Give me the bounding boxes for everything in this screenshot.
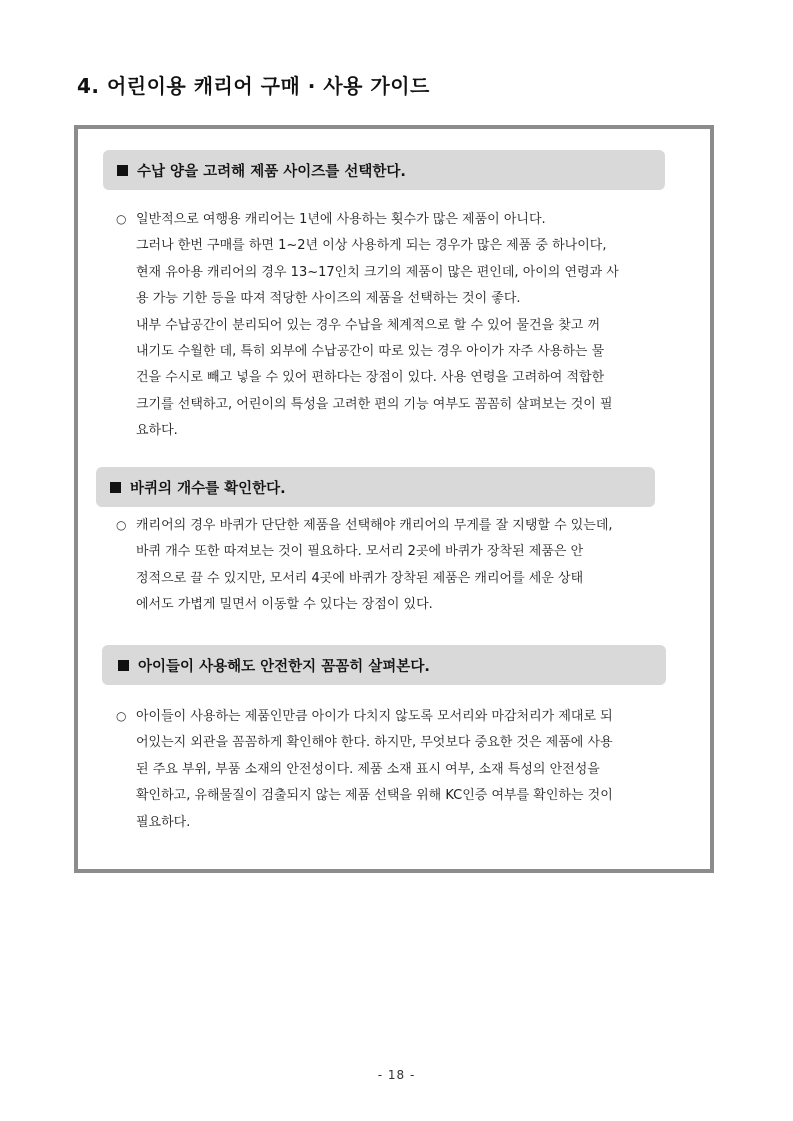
section-header-label: 바퀴의 개수를 확인한다. [130, 480, 286, 497]
section-header-label: 수납 양을 고려해 제품 사이즈를 선택한다. [137, 163, 406, 180]
paragraph-line: 내기도 수월한 데, 특히 외부에 수납공간이 따로 있는 경우 아이가 자주 사용하는 물 [136, 344, 605, 360]
paragraph-line: 된 주요 부위, 부품 소재의 안전성이다. 제품 소재 표시 여부, 소재 특성의 안전성을 [136, 761, 600, 777]
paragraph-line: 아이들이 사용하는 제품인만큼 아이가 다치지 않도록 모서리와 마감처리가 제대로 되 [136, 709, 613, 724]
section-paragraph-wheels [136, 513, 613, 619]
section-paragraph-storage [136, 207, 619, 445]
section-header-safety [102, 645, 666, 685]
paragraph-line: 건을 수시로 빼고 넣을 수 있어 편하다는 장점이 있다. 사용 연령을 고려하여 적합한 [136, 370, 605, 386]
page-title: 4. 어린이용 캐리어 구매 · 사용 가이드 [77, 74, 430, 98]
paragraph-line: 용 가능 기한 등을 따져 적당한 사이즈의 제품을 선택하는 것이 좋다. [136, 291, 521, 307]
page-number: - 18 - [377, 1068, 416, 1082]
paragraph-line: 어있는지 외관을 꼼꼼하게 확인해야 한다. 하지만, 무엇보다 중요한 것은 제품에 사용 [136, 735, 613, 751]
circle-bullet-icon: ○ [116, 518, 127, 532]
section-header-wheels [96, 467, 655, 507]
square-bullet-icon [110, 482, 121, 493]
paragraph-line: 에서도 가볍게 밀면서 이동할 수 있다는 장점이 있다. [136, 597, 433, 613]
paragraph-line: 캐리어의 경우 바퀴가 단단한 제품을 선택해야 캐리어의 무게를 잘 지탱할 수 있는데, [136, 518, 613, 533]
guide-box [74, 125, 714, 873]
paragraph-line: 일반적으로 여행용 캐리어는 1년에 사용하는 횟수가 많은 제품이 아니다. [136, 212, 546, 227]
paragraph-line: 요하다. [136, 423, 178, 439]
square-bullet-icon [117, 165, 128, 176]
square-bullet-icon [118, 660, 129, 671]
section-paragraph-safety [136, 704, 613, 836]
section-header-storage [103, 150, 665, 190]
paragraph-line: 필요하다. [136, 814, 191, 830]
paragraph-line: 확인하고, 유해물질이 검출되지 않는 제품 선택을 위해 KC인증 여부를 확인하는 것이 [136, 788, 613, 804]
circle-bullet-icon: ○ [116, 212, 127, 226]
section-header-label: 아이들이 사용해도 안전한지 꼼꼼히 살펴본다. [138, 658, 430, 675]
paragraph-line: 정적으로 끌 수 있지만, 모서리 4곳에 바퀴가 장착된 제품은 캐리어를 세운 상태 [136, 570, 584, 586]
paragraph-line: 크기를 선택하고, 어린이의 특성을 고려한 편의 기능 여부도 꼼꼼히 살펴보는 것이 필 [136, 396, 613, 412]
paragraph-line: 그러나 한번 구매를 하면 1~2년 이상 사용하게 되는 경우가 많은 제품 중 하나이다, [136, 238, 607, 254]
paragraph-line: 바퀴 개수 또한 따져보는 것이 필요하다. 모서리 2곳에 바퀴가 장착된 제품은 안 [136, 544, 584, 560]
paragraph-line: 현재 유아용 캐리어의 경우 13~17인치 크기의 제품이 많은 편인데, 아이의 연령과 사 [136, 264, 619, 280]
circle-bullet-icon: ○ [116, 709, 127, 723]
paragraph-line: 내부 수납공간이 분리되어 있는 경우 수납을 체계적으로 할 수 있어 물건을 찾고 꺼 [136, 317, 601, 333]
